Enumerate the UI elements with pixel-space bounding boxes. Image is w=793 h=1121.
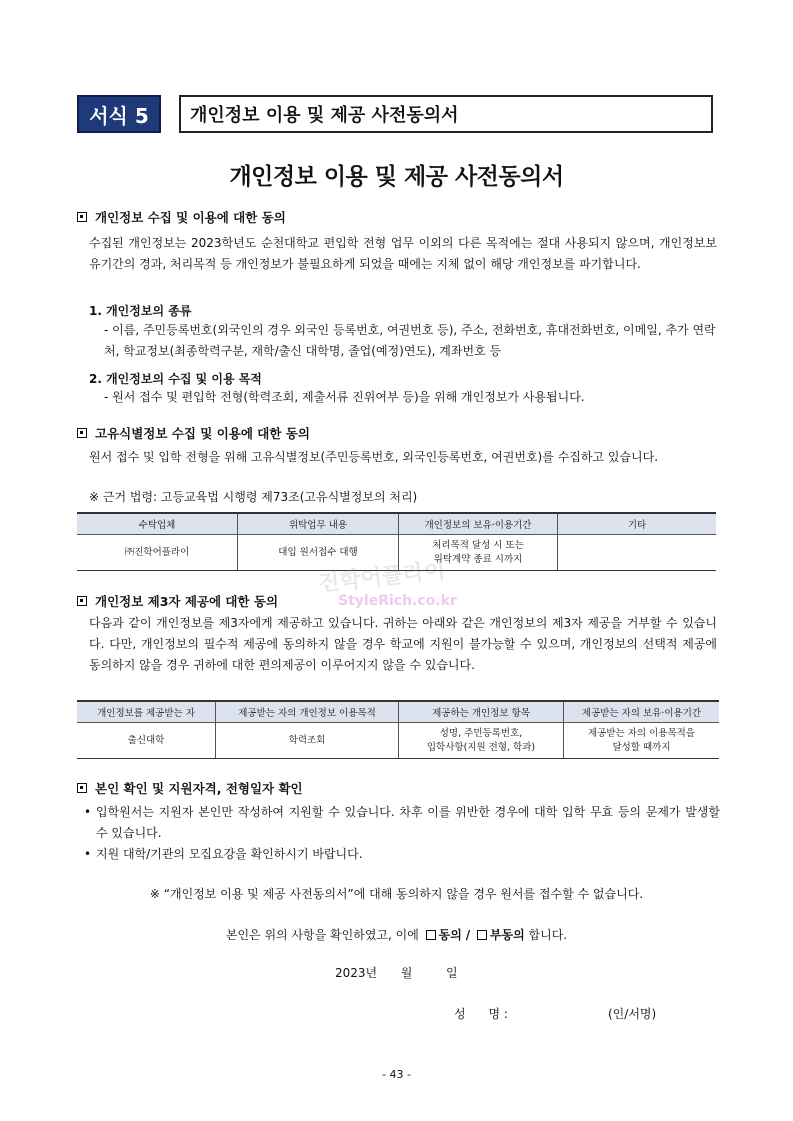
page-number: - 43 - [382,1068,411,1081]
section1-paragraph: 수집된 개인정보는 2023학년도 순천대학교 편입학 전형 업무 이외의 다른 목적에는 절대 사용되지 않으며, 개인정보보유기간의 경과, 처리목적 등 개인정보가 불필요하게 되었을 때에는 지체 없이 해당 개인정보를 파기합니다. [89,236,717,271]
sub-heading-types: 1. 개인정보의 종류 [89,304,192,318]
table-header: 제공하는 개인정보 항목 [399,701,564,723]
square-bullet-icon [77,428,87,438]
consent-separator: / [465,928,471,942]
date-month: 월 [400,966,413,980]
table-row [77,723,719,759]
table-cell: 성명, 주민등록번호, 입학사항(지원 전형, 학과) [399,723,564,759]
table-header: 기타 [558,513,717,535]
legal-basis-note: ※ 근거 법령: 고등교육법 시행령 제73조(고유식별정보의 처리) [89,490,418,504]
table-cell: 대입 원서접수 대행 [238,535,399,571]
section-heading-third-party: 개인정보 제3자 제공에 대한 동의 [77,592,278,610]
table-header: 개인정보의 보유·이용기간 [399,513,558,535]
signature-label: 성 명 : [454,1007,508,1021]
table-header: 제공받는 자의 개인정보 이용목적 [216,701,399,723]
table-cell [558,535,717,571]
date-day: 일 [446,966,458,980]
square-bullet-icon [77,596,87,606]
table-cell: 출신대학 [77,723,216,759]
bullet-dot-icon: • [84,805,92,819]
disagree-checkbox[interactable] [477,930,487,940]
section-heading-collection: 개인정보 수집 및 이용에 대한 동의 [77,208,286,226]
section3-paragraph: 다음과 같이 개인정보를 제3자에게 제공하고 있습니다. 귀하는 아래와 같은 개인정보의 제3자 제공을 거부할 수 있습니다. 다만, 개인정보의 필수적 제공에 동의하지 않을 경우 학교에 지원이 불가능할 수 있으며, 개인정보의 선택적 제공에 동의하지 않을 경우 귀하에 대한 편의제공이 이루어지지 않을 수 있습니다. [89,616,717,672]
purpose-text: - 원서 접수 및 편입학 전형(학력조회, 제출서류 진위여부 등)을 위해 개인정보가 사용됩니다. [104,390,585,404]
date-line [335,964,458,981]
table-header: 위탁업무 내용 [238,513,399,535]
refusal-notice: ※ “개인정보 이용 및 제공 사전동의서”에 대해 동의하지 않을 경우 원서를 접수할 수 없습니다. [149,887,644,901]
date-year: 2023년 [335,966,378,980]
signature-seal: (인/서명) [608,1007,657,1021]
table-header-row [77,701,719,723]
section-heading-unique-id: 고유식별정보 수집 및 이용에 대한 동의 [77,424,310,442]
table-cell: ㈜진학어플라이 [77,535,238,571]
table-cell: 제공받는 자의 이용목적을 달성할 때까지 [564,723,720,759]
agree-label: 동의 [438,928,462,942]
table-header: 제공받는 자의 보유·이용기간 [564,701,720,723]
form-title: 개인정보 이용 및 제공 사전동의서 [190,105,459,126]
form-title-box [179,95,713,133]
table-cell: 학력조회 [216,723,399,759]
section-heading-verification: 본인 확인 및 지원자격, 전형일자 확인 [77,779,303,797]
square-bullet-icon [77,212,87,222]
consent-line: 본인은 위의 사항을 확인하였고, 이에 동의 / 부동의 합니다. [225,928,568,942]
sub-heading-purpose: 2. 개인정보의 수집 및 이용 목적 [89,372,262,386]
types-list: - 이름, 주민등록번호(외국인의 경우 외국인 등록번호, 여권번호 등), 주소, 전화번호, 휴대전화번호, 이메일, 추가 연락처, 학교정보(최종학력구분, 재학/출신 대학명, 졸업(예정)연도), 계좌번호 등 [104,323,716,358]
table-cell: 처리목적 달성 시 또는 위탁계약 종료 시까지 [399,535,558,571]
table-header: 수탁업체 [77,513,238,535]
square-bullet-icon [77,783,87,793]
table-header-row [77,513,716,535]
bullet-dot-icon: • [84,847,92,861]
third-party-table [77,700,719,759]
form-number-badge: 서식 5 [77,95,161,133]
bullet-item: • 입학원서는 지원자 본인만 작성하여 지원할 수 있습니다. 차후 이를 위반한 경우에 대학 입학 무효 등의 문제가 발생할 수 있습니다. [84,802,720,844]
watermark-url: StyleRich.co.kr [338,593,457,609]
section2-paragraph: 원서 접수 및 입학 전형을 위해 고유식별정보(주민등록번호, 외국인등록번호, 여권번호)를 수집하고 있습니다. [89,450,659,464]
bullet-item: • 지원 대학/기관의 모집요강을 확인하시기 바랍니다. [84,844,720,865]
watermark-text: 진학어플라이 [317,558,447,597]
page-title: 개인정보 이용 및 제공 사전동의서 [229,164,564,190]
table-header: 개인정보를 제공받는 자 [77,701,216,723]
agree-checkbox[interactable] [426,930,436,940]
disagree-label: 부동의 [489,928,525,942]
